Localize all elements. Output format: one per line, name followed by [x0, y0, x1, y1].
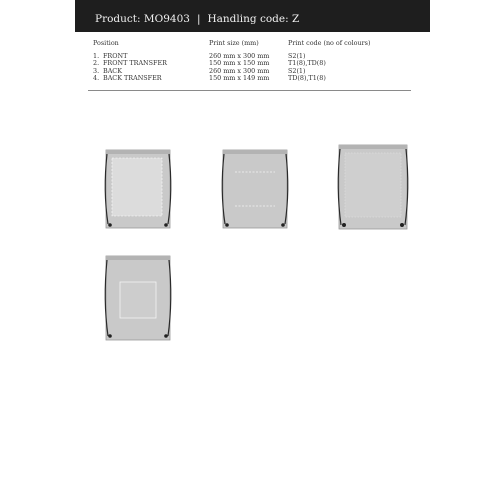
- print-size-cell: 150 mm x 149 mm: [209, 73, 270, 82]
- print-code-cell: TD(8),T1(8): [288, 73, 326, 82]
- position-name: BACK: [103, 66, 122, 75]
- transfer-area-outline: [120, 282, 156, 318]
- print-size-cell: 150 mm x 150 mm: [209, 59, 270, 68]
- bag-back-print-area: [333, 141, 413, 231]
- column-header-print-code: Print code (no of colours): [288, 39, 371, 47]
- bag-back-transfer: [100, 252, 176, 342]
- print-code-cell: S2(1): [288, 52, 306, 61]
- header-separator: |: [196, 13, 201, 25]
- column-header-position: Position: [93, 39, 119, 47]
- position-name: BACK TRANSFER: [103, 73, 162, 82]
- bag-front-transfer: [217, 146, 293, 230]
- print-size-cell: 260 mm x 300 mm: [209, 66, 270, 75]
- table-row: [93, 75, 413, 82]
- page-header: [75, 0, 430, 32]
- position-cell: [93, 75, 162, 82]
- divider-line: [88, 90, 411, 91]
- product-code: Product: MO9403: [95, 13, 190, 25]
- row-number: 3.: [93, 66, 100, 75]
- print-code-cell: S2(1): [288, 66, 306, 75]
- position-name: FRONT TRANSFER: [103, 59, 167, 68]
- header-title: [95, 13, 299, 25]
- bag-front-print-area: [100, 146, 176, 230]
- position-name: FRONT: [103, 52, 128, 61]
- handling-code: Handling code: Z: [207, 13, 300, 25]
- drawstring-bag-icon: [105, 150, 171, 228]
- row-number: 1.: [93, 52, 100, 61]
- drawstring-bag-icon: [222, 150, 288, 228]
- drawstring-bag-icon: [105, 256, 171, 340]
- print-code-cell: T1(8),TD(8): [288, 59, 326, 68]
- table-header-row: [93, 40, 413, 47]
- drawstring-bag-icon: [338, 145, 408, 229]
- print-position-table: [93, 40, 413, 82]
- row-number: 4.: [93, 73, 100, 82]
- row-number: 2.: [93, 59, 100, 68]
- print-area-outline: [112, 158, 162, 216]
- column-header-print-size: Print size (mm): [209, 39, 259, 47]
- print-size-cell: 260 mm x 300 mm: [209, 52, 270, 61]
- print-area-outline: [345, 153, 401, 217]
